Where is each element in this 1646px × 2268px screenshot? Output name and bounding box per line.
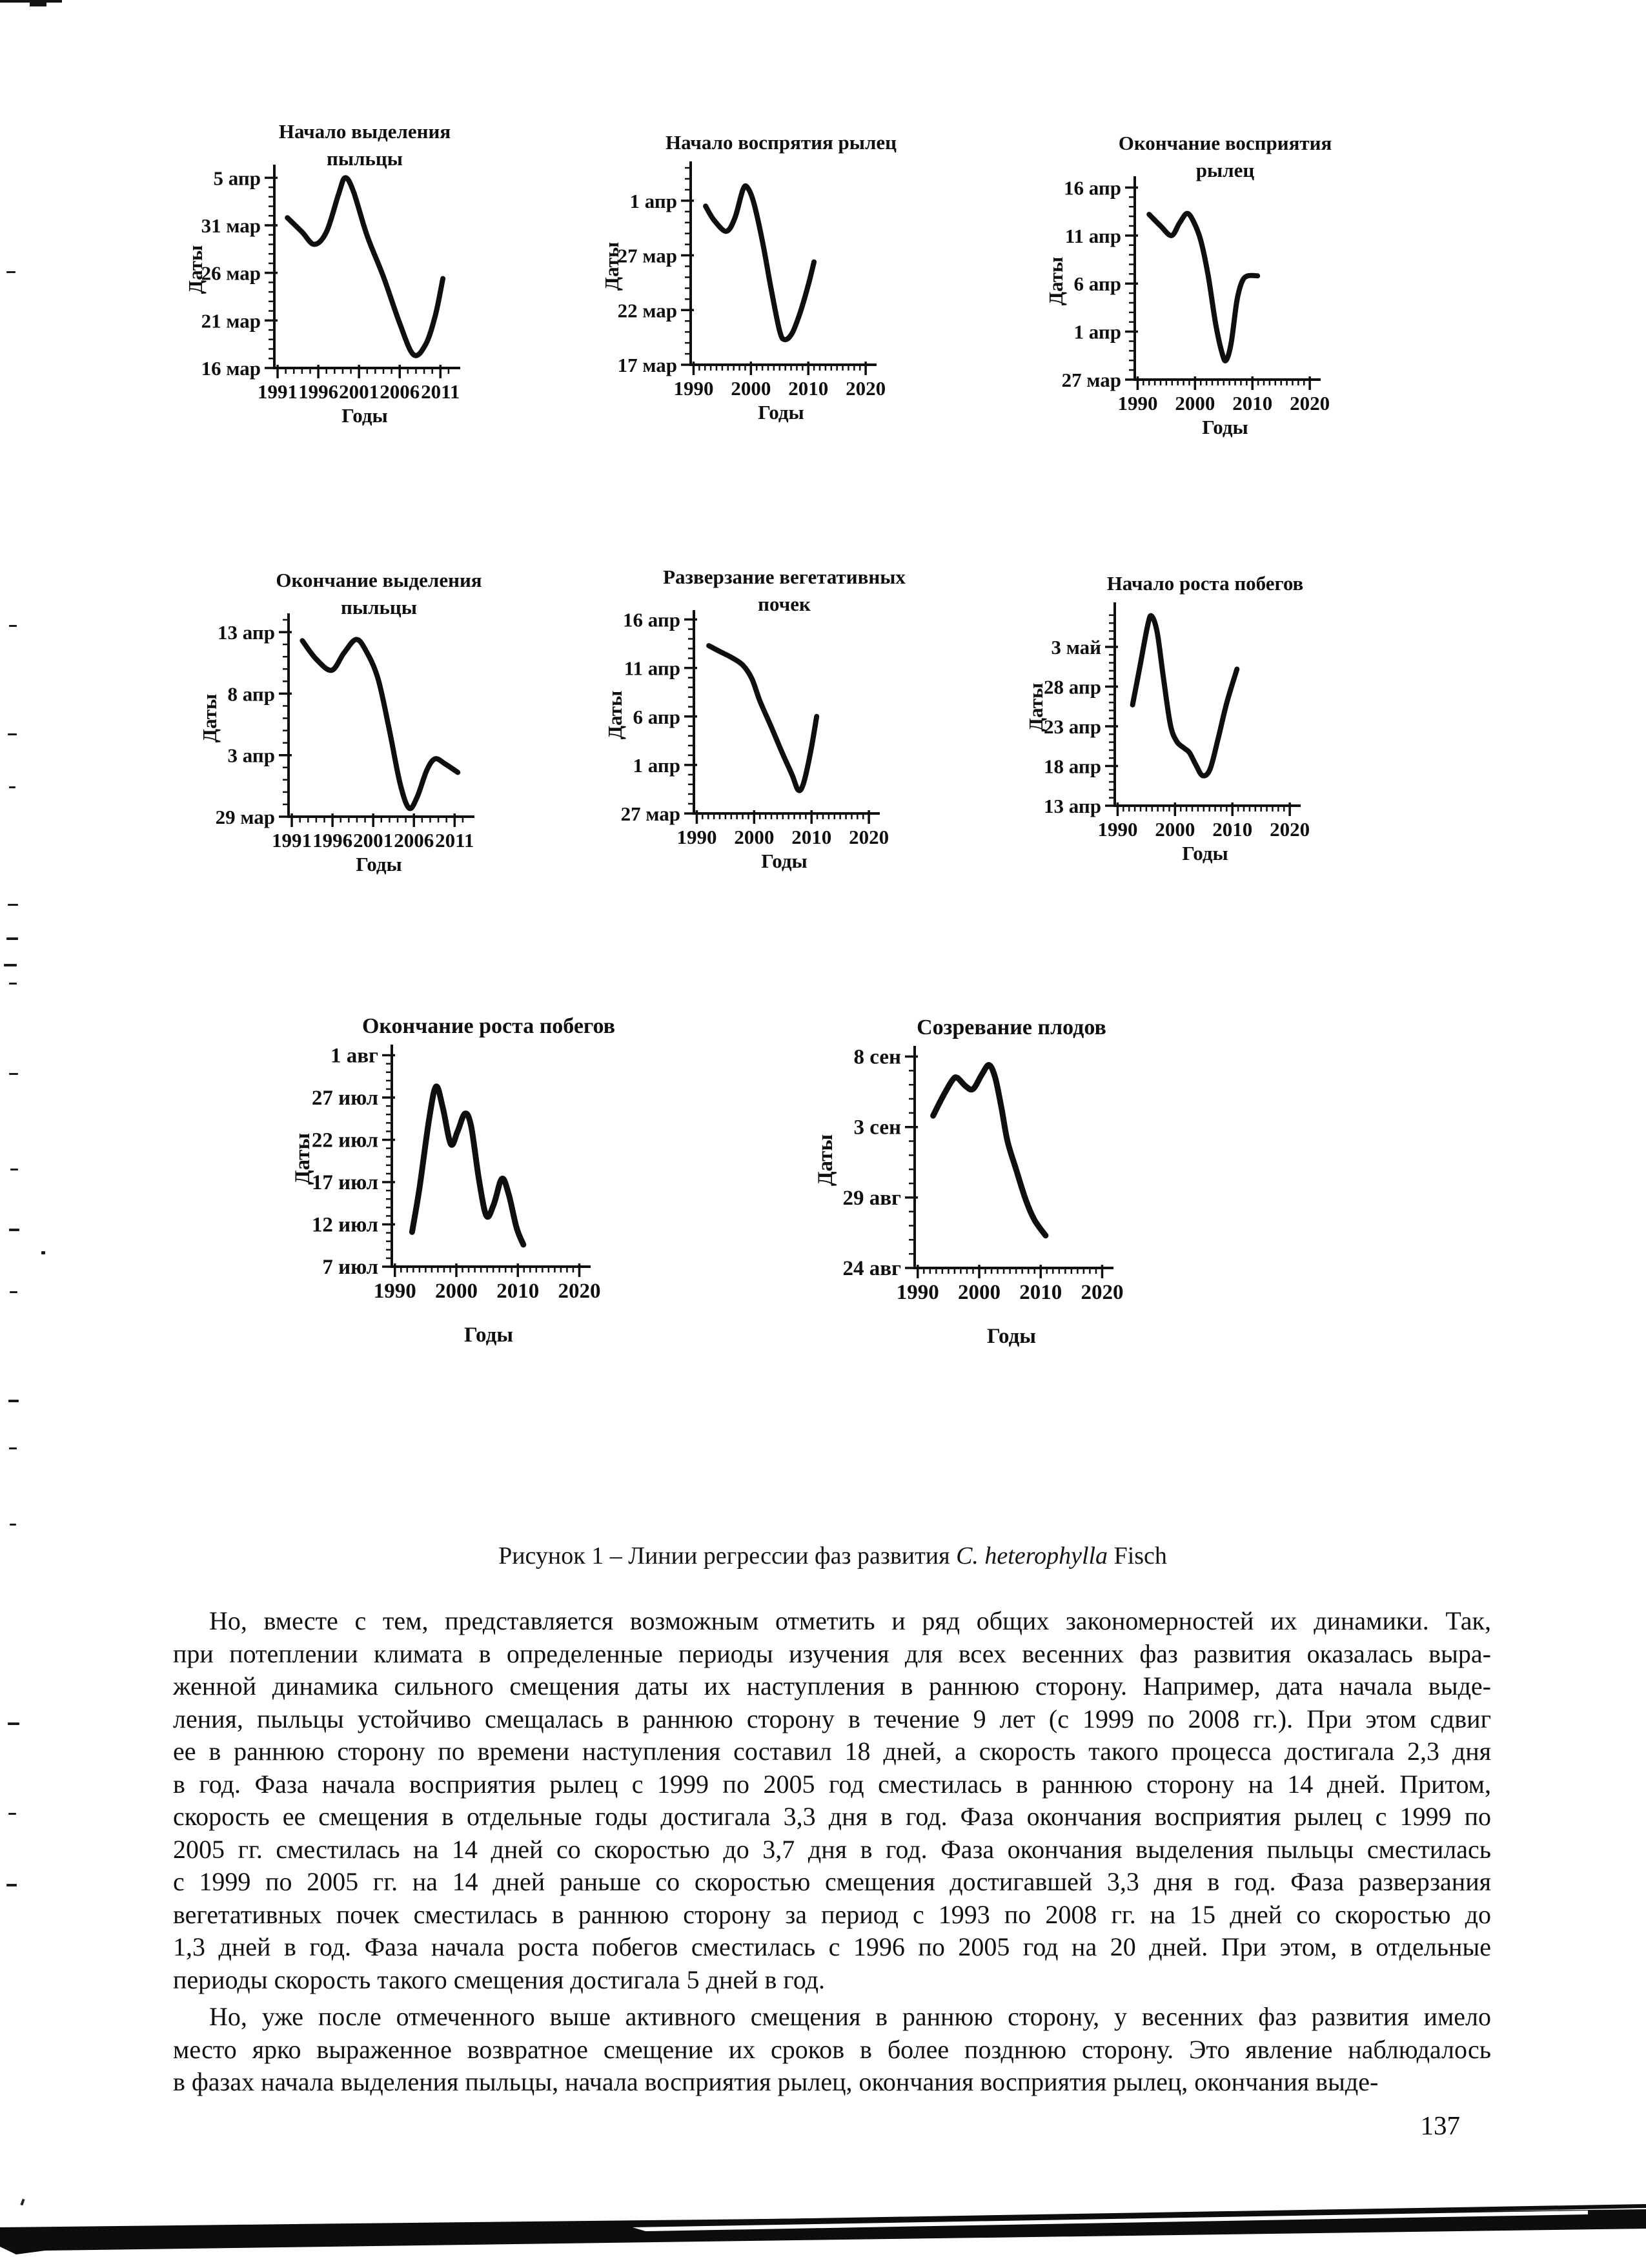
- y-tick-label: 16 мар: [201, 357, 261, 380]
- chart-title: почек: [758, 593, 811, 615]
- chart-c3: [1038, 128, 1438, 493]
- text-line: в фазах начала выделения пыльцы, начала восприятия рылец, окончания восприятия рылец, окончания выде-: [173, 2067, 1379, 2096]
- y-tick-label: 24 авг: [842, 1257, 901, 1280]
- chart-c4: [192, 565, 592, 930]
- chart-c7-svg: [282, 993, 708, 1393]
- y-tick-label: 1 апр: [1073, 320, 1121, 343]
- y-tick-label: 27 мар: [617, 244, 677, 267]
- y-tick-label: 11 апр: [624, 657, 680, 680]
- y-tick-label: 3 апр: [227, 744, 275, 767]
- x-tick-label: 2010: [791, 826, 832, 848]
- y-axis-label: Даты: [1044, 256, 1067, 306]
- x-tick-label: 1990: [1097, 818, 1138, 841]
- scan-speck: [6, 271, 15, 273]
- chart-title: Созревание плодов: [917, 1016, 1106, 1039]
- x-tick-label: 2020: [1270, 818, 1310, 841]
- scan-speck: [4, 964, 17, 966]
- x-axis-label: Годы: [463, 1323, 514, 1347]
- y-tick-label: 5 апр: [213, 167, 261, 190]
- x-tick-label: 2010: [1019, 1281, 1062, 1304]
- x-tick-label: 2000: [734, 826, 775, 848]
- y-tick-label: 3 сен: [853, 1116, 901, 1139]
- x-tick-label: 2006: [394, 829, 434, 852]
- x-tick-label: 2010: [788, 377, 829, 400]
- chart-title: Окончание роста побегов: [361, 1014, 616, 1038]
- chart-c6-svg: [1018, 554, 1418, 919]
- figure-caption-suffix: Fisch: [1108, 1542, 1167, 1569]
- chart-title: Начало роста побегов: [1106, 572, 1304, 595]
- x-tick-label: 2020: [1081, 1281, 1124, 1304]
- text-line: ления, пыльцы устойчиво смещалась в раннюю сторону в течение 9 лет (с 1999 по 2008 гг.). При этом сдвиг: [173, 1704, 1491, 1733]
- y-tick-label: 27 мар: [620, 802, 680, 825]
- y-tick-label: 1 авг: [330, 1044, 378, 1068]
- x-tick-label: 2010: [1232, 392, 1273, 414]
- text-line: ее в раннюю сторону по времени наступления составил 18 дней, а скорость такого процесса достигала 2,3 дня: [173, 1737, 1491, 1766]
- axes: [684, 610, 880, 824]
- y-axis-label: Даты: [814, 1134, 837, 1187]
- text-line: 1,3 дней в год. Фаза начала роста побегов сместилась с 1996 по 2005 год на 20 дней. При этом, в отдельные: [173, 1932, 1491, 1961]
- text-line: женной динамика сильного смещения даты их наступления в раннюю сторону. Например, дата начала выде-: [173, 1671, 1491, 1701]
- text-line: 2005 гг. сместилась на 14 дней со скоростью до 3,7 дня в год. Фаза окончания выделения пыльцы сместилась: [173, 1834, 1491, 1864]
- axes: [905, 1046, 1113, 1278]
- text-line: с 1999 по 2005 гг. на 14 дней раньше со скоростью смещения достигавшей 3,3 дня в год. Фаза разверзания: [173, 1867, 1491, 1896]
- text-line: при потеплении климата в определенные периоды изучения для всех весенних фаз развития оказалась выра-: [173, 1639, 1491, 1668]
- y-tick-label: 1 апр: [629, 189, 677, 212]
- x-axis-label: Годы: [758, 401, 804, 424]
- scan-speck: [8, 1722, 19, 1725]
- x-tick-label: 2000: [958, 1281, 1001, 1304]
- y-tick-label: 29 авг: [842, 1186, 901, 1210]
- x-tick-label: 1990: [676, 826, 717, 848]
- text-line: Но, вместе с тем, представляется возможным отметить и ряд общих закономерностей их динамики. Так,: [209, 1606, 1491, 1635]
- scan-speck: [9, 1229, 19, 1231]
- y-tick-label: 17 мар: [617, 354, 677, 376]
- x-tick-label: 2000: [1155, 818, 1195, 841]
- y-axis-label: Даты: [198, 693, 221, 743]
- species-name-italic: C. heterophylla: [956, 1542, 1108, 1569]
- scan-speck: [8, 1813, 16, 1815]
- x-tick-label: 2000: [435, 1280, 478, 1303]
- text-line: скорость ее смещения в отдельные годы достигала 3,3 дня в год. Фаза окончания восприятия рылец с 1999 по: [173, 1802, 1491, 1831]
- scan-speck: [9, 786, 15, 788]
- text-line: место ярко выраженное возвратное смещение их сроков в более позднюю сторону. Это явление наблюдалось: [173, 2034, 1491, 2064]
- y-tick-label: 6 апр: [1073, 272, 1121, 296]
- regression-line: [287, 178, 443, 356]
- x-tick-label: 2000: [731, 377, 771, 400]
- y-axis-label: Даты: [604, 690, 626, 740]
- scan-speck: [8, 733, 17, 735]
- scan-speck: [10, 1291, 17, 1293]
- x-tick-label: 2011: [421, 380, 460, 403]
- chart-title: Начало выделения: [278, 120, 451, 143]
- y-tick-label: 13 апр: [218, 621, 275, 644]
- x-axis-label: Годы: [1202, 416, 1248, 438]
- y-tick-label: 12 июл: [311, 1213, 378, 1237]
- y-tick-label: 11 апр: [1064, 224, 1121, 247]
- x-axis-label: Годы: [341, 404, 388, 427]
- y-tick-label: 27 мар: [1061, 369, 1121, 391]
- page-number: 137: [1420, 2110, 1460, 2140]
- y-tick-label: 16 апр: [623, 608, 680, 631]
- x-tick-label: 2000: [1175, 392, 1215, 414]
- chart-c2: [594, 113, 994, 478]
- chart-c4-svg: [192, 565, 592, 930]
- chart-c1-svg: [178, 116, 578, 481]
- x-tick-label: 2001: [353, 829, 394, 852]
- scan-speck: [9, 1073, 18, 1075]
- y-axis-label: Даты: [600, 241, 623, 291]
- x-tick-label: 1990: [673, 377, 714, 400]
- x-tick-label: 1990: [1117, 392, 1158, 414]
- y-tick-label: 8 апр: [227, 682, 275, 706]
- chart-c1: [178, 116, 578, 481]
- chart-title: Разверзание вегетативных: [663, 566, 906, 588]
- y-tick-label: 8 сен: [853, 1045, 901, 1069]
- x-tick-label: 1990: [373, 1280, 416, 1303]
- y-tick-label: 23 апр: [1044, 715, 1101, 739]
- y-tick-label: 3 май: [1051, 636, 1101, 659]
- chart-title: пыльцы: [327, 147, 403, 170]
- y-tick-label: 22 июл: [311, 1129, 378, 1152]
- y-tick-label: 28 апр: [1044, 675, 1101, 699]
- x-tick-label: 1996: [298, 380, 339, 403]
- y-tick-label: 16 апр: [1064, 176, 1121, 199]
- y-tick-label: 7 июл: [322, 1256, 378, 1279]
- x-tick-label: 2001: [339, 380, 380, 403]
- chart-c3-svg: [1038, 128, 1438, 493]
- chart-title: Начало воспрятия рылец: [666, 131, 897, 154]
- chart-c8-svg: [805, 994, 1231, 1395]
- scan-edge-mark: [30, 2, 46, 6]
- axes: [265, 165, 460, 378]
- x-tick-label: 1991: [258, 380, 298, 403]
- chart-c2-svg: [594, 113, 994, 478]
- axes: [1105, 602, 1301, 816]
- scan-speck: [6, 937, 18, 940]
- x-tick-label: 2010: [1212, 818, 1253, 841]
- paragraph-spacer: [173, 1996, 1491, 2001]
- chart-c5-svg: [597, 562, 997, 926]
- scan-speck: [6, 1884, 17, 1886]
- x-axis-label: Годы: [761, 850, 808, 872]
- x-tick-label: 2020: [558, 1280, 601, 1303]
- x-tick-label: 2020: [1290, 392, 1330, 414]
- chart-title: Окончание восприятия: [1118, 132, 1332, 154]
- axes: [382, 1045, 591, 1277]
- y-tick-label: 31 мар: [201, 214, 261, 237]
- scan-speck: [9, 983, 17, 985]
- y-tick-label: 1 апр: [633, 753, 680, 777]
- x-tick-label: 2020: [849, 826, 889, 848]
- x-tick-label: 2011: [435, 829, 474, 852]
- scan-speck: [9, 625, 17, 627]
- text-line: вегетативных почек сместилась в раннюю сторону за период с 1993 по 2008 гг. на 15 дней со скоростью до: [173, 1899, 1491, 1929]
- text-line: периоды скорость такого смещения достигала 5 дней в год.: [173, 1965, 826, 1994]
- y-tick-label: 13 апр: [1044, 795, 1101, 817]
- figure-caption-prefix: Рисунок 1 – Линии регрессии фаз развития: [498, 1542, 957, 1569]
- x-tick-label: 2010: [496, 1280, 540, 1303]
- x-axis-label: Годы: [986, 1325, 1037, 1348]
- y-tick-label: 29 мар: [215, 806, 275, 828]
- x-tick-label: 2020: [846, 377, 886, 400]
- regression-line: [1133, 616, 1237, 776]
- chart-c6: [1018, 554, 1418, 919]
- y-tick-label: 18 апр: [1044, 755, 1101, 778]
- x-tick-label: 1996: [312, 829, 353, 852]
- regression-line: [412, 1087, 523, 1245]
- y-axis-label: Даты: [1024, 682, 1047, 732]
- y-axis-label: Даты: [184, 245, 207, 294]
- chart-title: Окончание выделения: [276, 569, 482, 591]
- figure-caption: [174, 1542, 1491, 1570]
- chart-c7: [282, 993, 708, 1393]
- scan-speck: [8, 1400, 19, 1402]
- y-tick-label: 22 мар: [617, 299, 677, 322]
- scan-speck: [41, 1251, 45, 1254]
- y-axis-label: Даты: [291, 1132, 314, 1185]
- scan-speck: [9, 1447, 17, 1449]
- x-axis-label: Годы: [1182, 842, 1228, 864]
- scan-speck: [8, 904, 18, 906]
- scan-speck: [10, 1524, 16, 1526]
- x-tick-label: 1991: [272, 829, 312, 852]
- chart-c8: [805, 994, 1231, 1395]
- axes: [681, 161, 877, 375]
- chart-title: пыльцы: [341, 596, 417, 618]
- body-text: [173, 1605, 1491, 2099]
- x-tick-label: 1990: [896, 1281, 939, 1304]
- regression-line: [933, 1065, 1046, 1236]
- y-tick-label: 26 мар: [201, 261, 261, 285]
- chart-c5: [597, 562, 997, 926]
- scan-bottom-band: [0, 2195, 1646, 2268]
- text-line: Но, уже после отмеченного выше активного смещения в раннюю сторону, у весенних фаз развития имело: [209, 2002, 1491, 2031]
- y-tick-label: 27 июл: [311, 1087, 378, 1110]
- regression-line: [709, 646, 817, 791]
- scan-speck: [10, 1169, 18, 1170]
- text-line: в год. Фаза начала восприятия рылец с 1999 по 2005 год сместилась в раннюю сторону на 14 дней. Притом,: [173, 1769, 1491, 1799]
- x-tick-label: 2006: [380, 380, 420, 403]
- regression-line: [1149, 214, 1257, 361]
- y-tick-label: 21 мар: [201, 309, 261, 332]
- regression-line: [706, 186, 814, 340]
- x-axis-label: Годы: [356, 853, 402, 875]
- regression-line: [302, 639, 458, 808]
- chart-title: рылец: [1195, 159, 1255, 181]
- y-tick-label: 6 апр: [633, 705, 680, 728]
- y-tick-label: 17 июл: [311, 1171, 378, 1195]
